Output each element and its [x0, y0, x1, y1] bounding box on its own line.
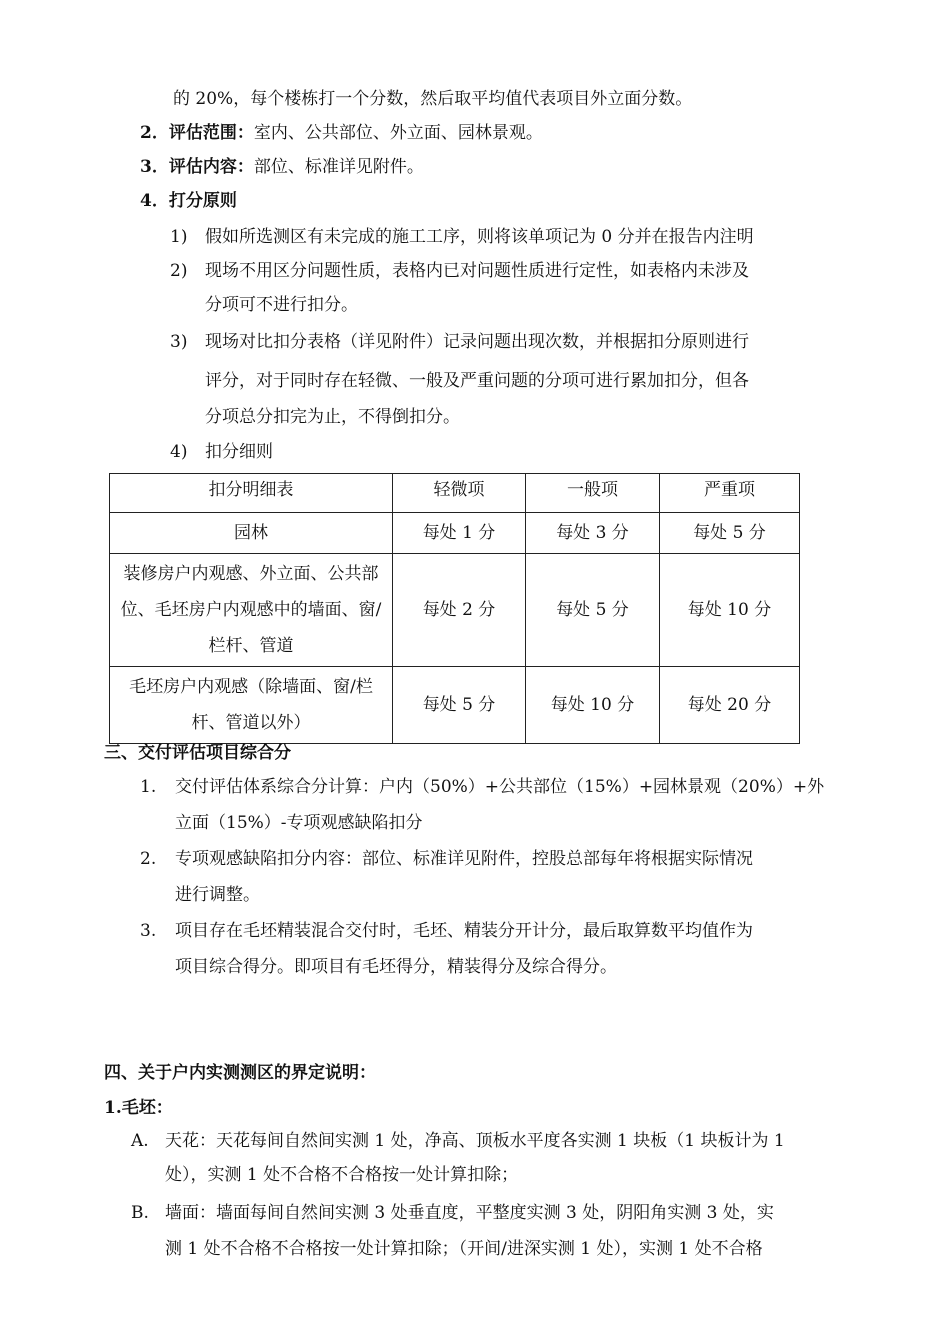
table-cell-minor: 每处 5 分: [393, 667, 526, 744]
rule-4-number: 4): [170, 442, 188, 462]
item-4-label: 打分原则: [168, 191, 237, 211]
table-row: [110, 667, 800, 744]
table-header-row: [110, 474, 800, 513]
s3-item-2-number: 2.: [140, 849, 157, 869]
table-cell-general: 每处 5 分: [526, 554, 660, 667]
s4-item-a-number: A.: [131, 1131, 149, 1151]
table-cell-item: 装修房户内观感、外立面、公共部位、毛坯房户内观感中的墙面、窗/栏杆、管道: [110, 554, 393, 667]
table-cell-serious: 每处 10 分: [660, 554, 800, 667]
rule-1-number: 1): [170, 227, 188, 247]
s3-item-1-line-1: 交付评估体系综合分计算：户内（50%）+公共部位（15%）+园林景观（20%）+外: [175, 777, 825, 797]
item-3-label: 评估内容：: [168, 157, 254, 177]
rule-2-number: 2): [170, 261, 188, 281]
rule-2-line-2: 分项可不进行扣分。: [205, 295, 358, 315]
rule-1-line-1: 假如所选测区有未完成的施工工序，则将该单项记为 0 分并在报告内注明: [205, 227, 754, 247]
s3-item-2-line-2: 进行调整。: [175, 885, 260, 905]
s3-item-2-line-1: 专项观感缺陷扣分内容：部位、标准详见附件，控股总部每年将根据实际情况: [175, 849, 753, 869]
table-cell-minor: 每处 1 分: [393, 513, 526, 554]
item-3-text: 部位、标准详见附件。: [253, 157, 424, 177]
s4-item-a-line-1: 天花：天花每间自然间实测 1 处，净高、顶板水平度各实测 1 块板（1 块板计为 1: [165, 1131, 785, 1151]
table-header-cell: 扣分明细表: [110, 474, 393, 513]
item-2-text: 室内、公共部位、外立面、园林景观。: [253, 123, 543, 143]
item-3-number: 3．: [140, 157, 169, 177]
deduction-table: [109, 473, 800, 744]
s4-item-b-line-1: 墙面：墙面每间自然间实测 3 处垂直度，平整度实测 3 处，阴阳角实测 3 处，实: [165, 1203, 774, 1223]
item-4: [140, 189, 237, 213]
s3-item-3-number: 3.: [140, 921, 157, 941]
s3-item-1-number: 1.: [140, 777, 157, 797]
section-3-heading: 三、交付评估项目综合分: [104, 743, 291, 763]
s4-item-b-number: B.: [131, 1203, 149, 1223]
item-4-number: 4．: [140, 191, 169, 211]
table-cell-serious: 每处 20 分: [660, 667, 800, 744]
table-cell-item: 毛坯房户内观感（除墙面、窗/栏杆、管道以外）: [110, 667, 393, 744]
rule-3-line-3: 分项总分扣完为止，不得倒扣分。: [205, 407, 460, 427]
rule-2-line-1: 现场不用区分问题性质，表格内已对问题性质进行定性，如表格内未涉及: [205, 261, 749, 281]
table-cell-general: 每处 10 分: [526, 667, 660, 744]
item-2-number: 2．: [140, 123, 169, 143]
section-4-subheading: 1.毛坯：: [104, 1098, 173, 1118]
s3-item-3-line-1: 项目存在毛坯精装混合交付时，毛坯、精装分开计分，最后取算数平均值作为: [175, 921, 753, 941]
item-2: [140, 121, 543, 145]
s4-item-b-line-2: 测 1 处不合格不合格按一处计算扣除；（开间/进深实测 1 处），实测 1 处不合格: [165, 1239, 763, 1259]
item-3: [140, 155, 424, 179]
s3-item-3-line-2: 项目综合得分。即项目有毛坯得分，精装得分及综合得分。: [175, 957, 617, 977]
table-header-cell: 轻微项: [393, 474, 526, 513]
s4-item-a-line-2: 处），实测 1 处不合格不合格按一处计算扣除；: [165, 1165, 519, 1185]
table-cell-general: 每处 3 分: [526, 513, 660, 554]
table-row: [110, 513, 800, 554]
s3-item-1-line-2: 立面（15%）-专项观感缺陷扣分: [175, 813, 423, 833]
rule-4-line-1: 扣分细则: [205, 442, 273, 462]
table-row: [110, 554, 800, 667]
continuation-text: 的 20%，每个楼栋打一个分数，然后取平均值代表项目外立面分数。: [173, 89, 693, 109]
table-header-cell: 严重项: [660, 474, 800, 513]
item-2-label: 评估范围：: [168, 123, 254, 143]
rule-3-line-2: 评分，对于同时存在轻微、一般及严重问题的分项可进行累加扣分，但各: [205, 371, 749, 391]
rule-3-line-1: 现场对比扣分表格（详见附件）记录问题出现次数，并根据扣分原则进行: [205, 332, 749, 352]
table-header-cell: 一般项: [526, 474, 660, 513]
table-cell-serious: 每处 5 分: [660, 513, 800, 554]
section-4-heading: 四、关于户内实测测区的界定说明：: [104, 1063, 376, 1083]
table-cell-minor: 每处 2 分: [393, 554, 526, 667]
rule-3-number: 3): [170, 332, 188, 352]
table-cell-item: 园林: [110, 513, 393, 554]
